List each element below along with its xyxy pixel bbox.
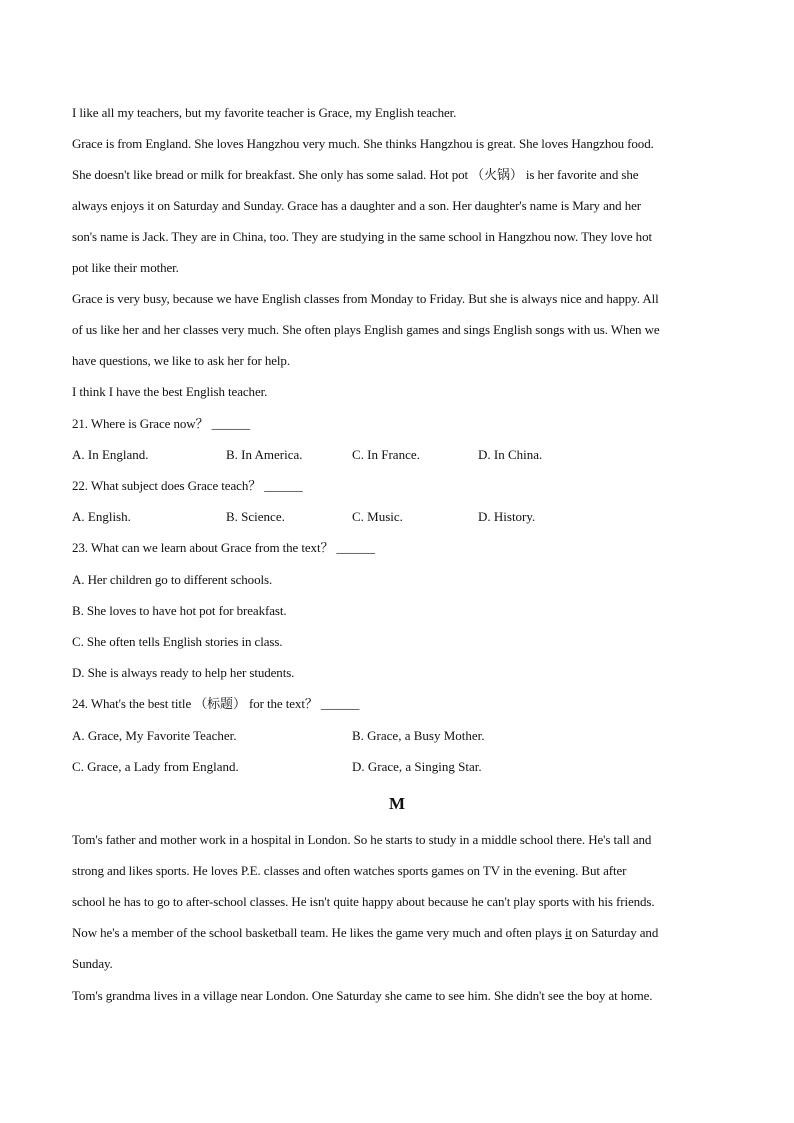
question-21-option-d[interactable]: D. In China.	[478, 447, 543, 462]
passage-line: son's name is Jack. They are in China, too. They are studying in the same school in Hangzhou now. They love hot	[72, 229, 652, 244]
question-23-option-b[interactable]: B. She loves to have hot pot for breakfast.	[72, 603, 287, 618]
passage-line: Tom's grandma lives in a village near London. One Saturday she came to see him. She didn't see the boy at home.	[72, 988, 653, 1003]
passage-line: always enjoys it on Saturday and Sunday. Grace has a daughter and a son. Her daughter's name is Mary and her	[72, 198, 642, 213]
underlined-word: it	[565, 925, 573, 940]
question-23-option-d[interactable]: D. She is always ready to help her students.	[72, 665, 295, 680]
passage-line: I like all my teachers, but my favorite teacher is Grace, my English teacher.	[72, 105, 457, 120]
question-21-option-a[interactable]: A. In England.	[72, 447, 149, 462]
passage-line: She doesn't like bread or milk for breakfast. She only has some salad. Hot pot （火锅） is her favorite and she	[72, 167, 639, 182]
passage-text: on Saturday and	[575, 925, 659, 940]
question-22-option-c[interactable]: C. Music.	[352, 509, 403, 524]
question-23-option-a[interactable]: A. Her children go to different schools.	[72, 572, 273, 587]
passage-line: strong and likes sports. He loves P.E. classes and often watches sports games on TV in the evening. But after	[72, 863, 627, 878]
passage-line: Grace is very busy, because we have English classes from Monday to Friday. But she is always nice and happy. All	[72, 291, 659, 306]
question-22-option-b[interactable]: B. Science.	[226, 509, 285, 524]
question-24-option-b[interactable]: B. Grace, a Busy Mother.	[352, 728, 485, 743]
question-23-option-c[interactable]: C. She often tells English stories in class.	[72, 634, 283, 649]
question-21-option-b[interactable]: B. In America.	[226, 447, 303, 462]
question-24-stem: 24. What's the best title （标题） for the text？ ______	[72, 696, 360, 711]
passage-line: pot like their mother.	[72, 260, 179, 275]
passage-text: Now he's a member of the school basketball team. He likes the game very much and often plays	[72, 925, 562, 940]
section-heading: M	[388, 794, 406, 813]
question-21-option-c[interactable]: C. In France.	[352, 447, 420, 462]
passage-line: school he has to go to after-school classes. He isn't quite happy about because he can't play sports with his friends.	[72, 894, 655, 909]
passage-line: have questions, we like to ask her for help.	[72, 353, 290, 368]
question-24-option-a[interactable]: A. Grace, My Favorite Teacher.	[72, 728, 237, 743]
question-21-stem: 21. Where is Grace now？ ______	[72, 416, 250, 431]
passage-line: of us like her and her classes very much. She often plays English games and sings English songs with us. When we	[72, 322, 660, 337]
passage-line: Sunday.	[72, 956, 113, 971]
passage-line: I think I have the best English teacher.	[72, 384, 268, 399]
question-22-option-d[interactable]: D. History.	[478, 509, 536, 524]
passage-line	[72, 925, 658, 941]
question-23-stem: 23. What can we learn about Grace from the text？ ______	[72, 540, 375, 555]
question-24-option-d[interactable]: D. Grace, a Singing Star.	[352, 759, 482, 774]
question-24-option-c[interactable]: C. Grace, a Lady from England.	[72, 759, 239, 774]
question-22-stem: 22. What subject does Grace teach？ ______	[72, 478, 303, 493]
passage-line: Grace is from England. She loves Hangzhou very much. She thinks Hangzhou is great. She loves Hangzhou food.	[72, 136, 654, 151]
question-22-option-a[interactable]: A. English.	[72, 509, 131, 524]
passage-line: Tom's father and mother work in a hospital in London. So he starts to study in a middle school there. He's tall and	[72, 832, 652, 847]
